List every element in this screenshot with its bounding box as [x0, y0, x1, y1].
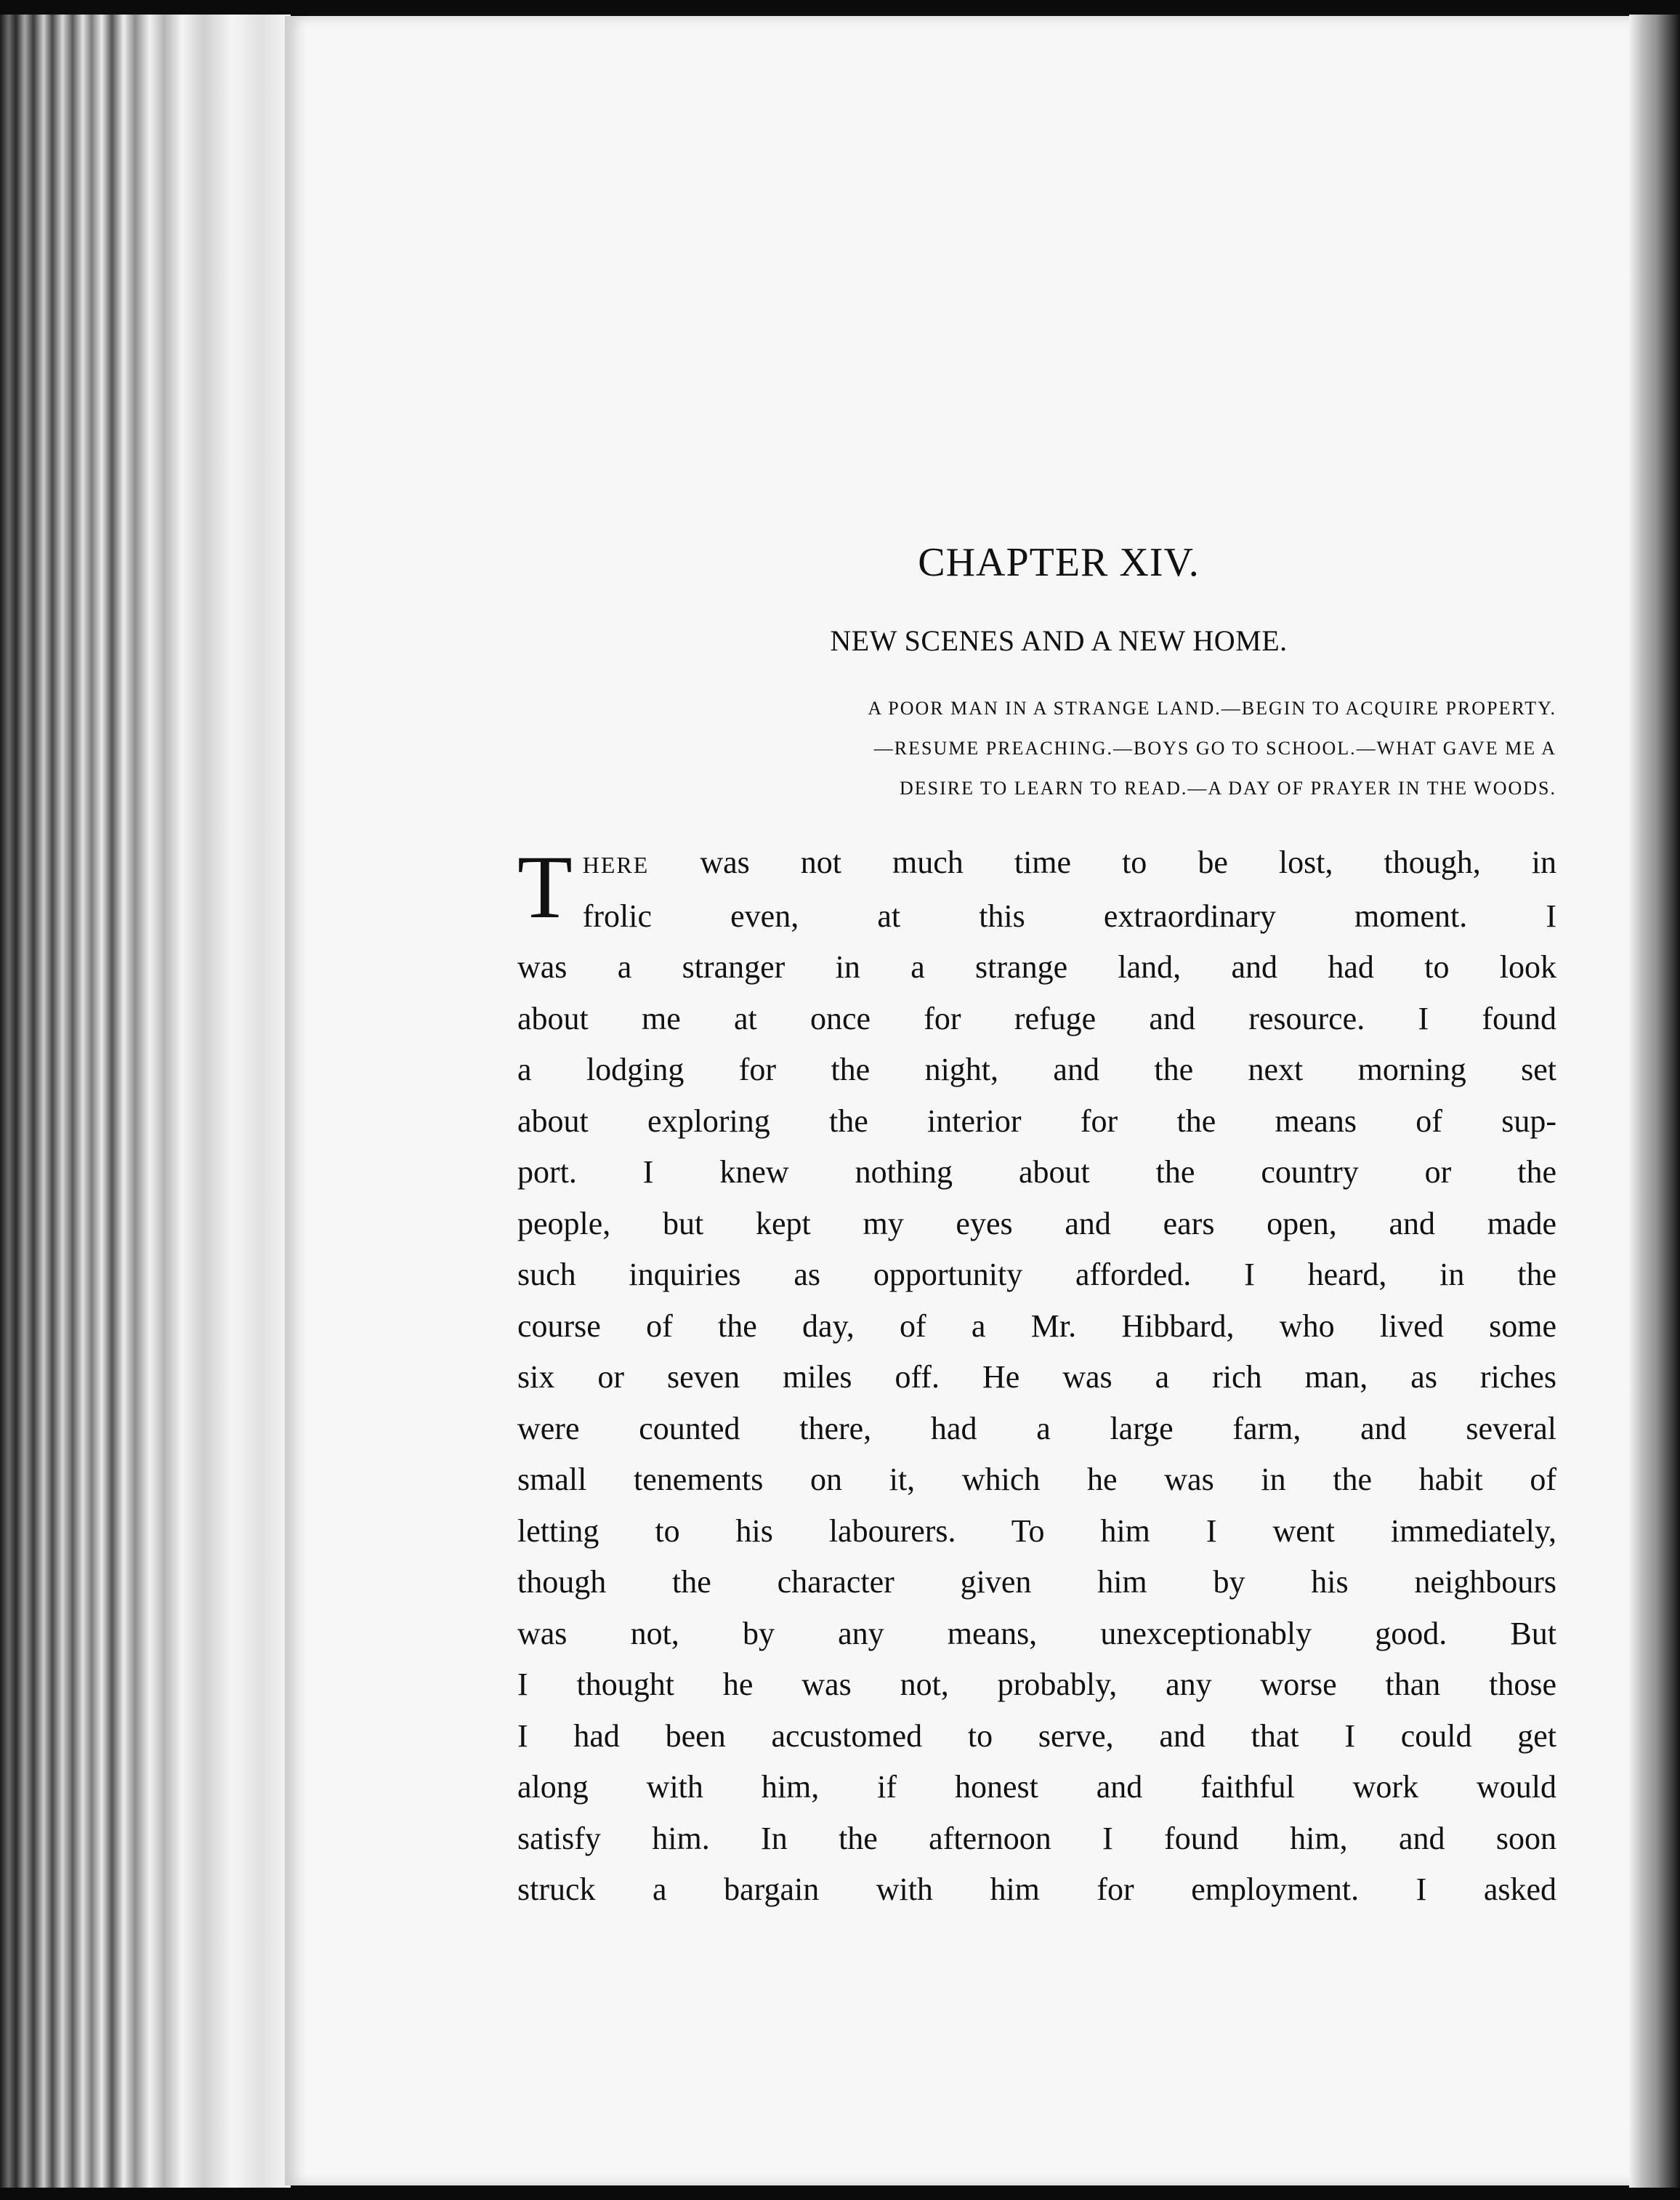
body-line: about me at once for refuge and resource. I found	[517, 1000, 1556, 1036]
body-line: about exploring the interior for the means of sup-	[517, 1103, 1556, 1139]
right-page-edge	[1629, 15, 1680, 2188]
page-edges	[0, 15, 291, 2188]
body-line: port. I knew nothing about the country or the	[517, 1154, 1556, 1190]
body-line: along with him, if honest and faithful work would	[517, 1769, 1556, 1805]
body-line: was a stranger in a strange land, and had to look	[517, 949, 1556, 985]
chapter-title: CHAPTER XIV.	[918, 540, 1200, 585]
chapter-summary	[517, 688, 1556, 808]
body-line: such inquiries as opportunity afforded. I heard, in the	[517, 1257, 1556, 1292]
chapter-subtitle: NEW SCENES AND A NEW HOME.	[830, 624, 1288, 657]
body-line	[517, 837, 1556, 891]
body-line: was not, by any means, unexceptionably good. But	[517, 1615, 1556, 1651]
body-line: were counted there, had a large farm, and several	[517, 1410, 1556, 1446]
body-line: six or seven miles off. He was a rich man, as riches	[517, 1359, 1556, 1395]
summary-line: —RESUME PREACHING.—BOYS GO TO SCHOOL.—WHAT GAVE ME A	[873, 738, 1556, 759]
body-line: struck a bargain with him for employment. I asked	[517, 1871, 1556, 1907]
body-line: people, but kept my eyes and ears open, and made	[517, 1205, 1556, 1241]
body-line: letting to his labourers. To him I went immediately,	[517, 1512, 1556, 1549]
page-content	[517, 539, 1556, 1916]
small-caps-word: HERE	[582, 852, 650, 878]
summary-line: DESIRE TO LEARN TO READ.—A DAY OF PRAYER IN THE WOODS.	[900, 778, 1556, 799]
body-line: small tenements on it, which he was in the habit of	[517, 1462, 1556, 1497]
body-line: a lodging for the night, and the next morning set	[517, 1052, 1556, 1087]
body-line: course of the day, of a Mr. Hibbard, who lived some	[517, 1307, 1556, 1344]
body-line: frolic even, at this extraordinary moment. I	[582, 898, 1556, 934]
opening-paragraph-start	[517, 837, 1556, 942]
book-page	[285, 16, 1629, 2185]
body-line: I had been accustomed to serve, and that I could get	[517, 1717, 1556, 1754]
drop-cap: T	[517, 837, 573, 937]
body-line: satisfy him. In the afternoon I found him, and soon	[517, 1820, 1556, 1856]
line-text: was not much time to be lost, though, in	[649, 845, 1556, 880]
summary-line: A POOR MAN IN A STRANGE LAND.—BEGIN TO ACQUIRE PROPERTY.	[868, 698, 1556, 719]
body-text	[517, 837, 1556, 1916]
body-line: I thought he was not, probably, any worse than those	[517, 1667, 1556, 1702]
body-line: though the character given him by his neighbours	[517, 1564, 1556, 1600]
